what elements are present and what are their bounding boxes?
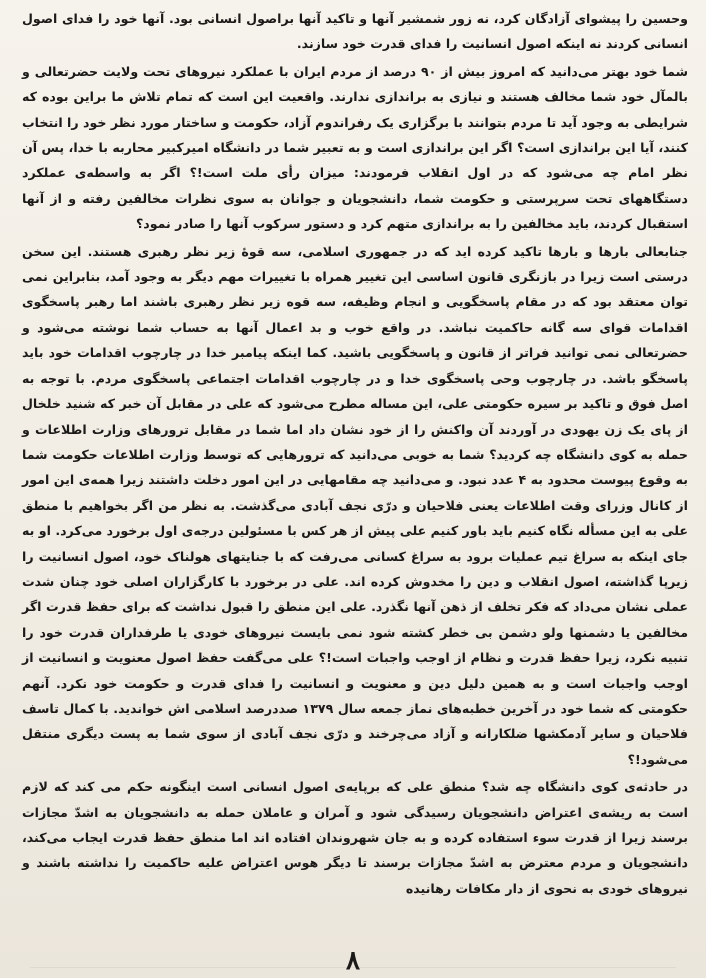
paragraph-4: در حادثه‌ی کوی دانشگاه چه شد؟ منطق علی که برپایه‌ی اصول انسانی است اینگونه حکم می کند که لازم است به ریشه‌ی اعتراض دانشجویان رسیدگی شود و آمران و عاملان حمله به دانشجویان به اشدّ مجازات برسند زیرا از قدرت سوء استفاده کرده و به جان شهروندان افتاده اند اما منطق حفظ قدرت ایجاب می‌کند، دانشجویان و مردم معترض به اشدّ مجازات برسند تا دیگر هوس اعتراض علیه حاکمیت را نداشته باشند و نیروهای خودی به نحوی از دار مکافات رهانیده <box>22 779 688 896</box>
page-number: ٨ <box>346 946 360 976</box>
paragraph-1: وحسین را پیشوای آزادگان کرد، نه زور شمشیر آنها و تاکید آنها براصول انسانی بود. آنها خود را فدای اصول انسانی کردند نه اینکه اصول انسانیت را فدای قدرت خود سازند. <box>22 11 688 52</box>
paragraph-3: جنابعالی بارها و بارها تاکید کرده اید که در جمهوری اسلامی، سه قوهٔ زیر نظر رهبری هستند. این سخن درستی است زیرا در بازنگری قانون اساسی این تغییر همراه با تغییرات مهم دیگر به وجود آمد، بنابراین نمی توان معتقد بود که در مقام پاسخگویی و انجام وظیفه، سه قوه زیر نظر رهبری باشند اما رهبر پاسخگوی اقدامات قوای سه گانه حاکمیت نباشد. در واقع خوب و بد اعمال آنها به حساب شما نوشته می‌شود و حضرتعالی نمی توانید فراتر از قانون و پاسخگویی باشید. کما اینکه پیامبر خدا در چارچوب اقدامات خود باید پاسخگو باشد. در چارچوب وحی پاسخگوی خدا و در چارچوب اقدامات اجتماعی پاسخگوی مردم. با توجه به اصل فوق و تاکید بر سیره حکومتی علی، این مساله مطرح می‌شود که علی در مقابل آن خبر که شنید خلخال از پای یک زن یهودی در آوردند آن واکنش را از خود نشان داد اما شما در مقابل ترورهای وزارت اطلاعات و حمله به کوی دانشگاه چه کردید؟ شما به خوبی می‌دانید که ترورهایی که توسط وزارت اطلاعات حکومت شما به وقوع پیوست محدود به ۴ عدد نبود. و می‌دانید چه مقامهایی در این امور دخلت داشتند زیرا همه‌ی این امور از کانال وزرای وقت اطلاعات یعنی فلاحیان و درّی نجف آبادی می‌گذشت. به نظر من اگر بخواهیم با منطق علی به این مسأله نگاه کنیم باید باور کنیم علی پیش از هر کس با مسئولین درجه‌ی اول برخورد می‌کرد. او به جای اینکه به سراغ تیم عملیات برود به سراغ کسانی می‌رفت که با جنایتهای هولناک خود، اصول انسانیت را زیرپا گذاشته، اصول انقلاب و دین را مخدوش کرده اند. علی در برخورد با کارگزاران اصلی خود چنان شدت عملی نشان می‌داد که فکر تخلف از ذهن آنها نگذرد. علی این منطق را قبول نداشت که برای حفظ قدرت اگر مخالفین یا دشمنها ولو دشمن بی خطر کشته شود نمی بایست نیروهای خودی یا طرفداران قدرت خود را تنبیه نکرد، زیرا حفظ قدرت و نظام از اوجب واجبات است!؟ علی می‌گفت حفظ اصول معنویت و انسانیت از اوجب واجبات است و به همین دلیل دین و معنویت و انسانیت را فدای قدرت و حکومت خود نکرد. آنهم حکومتی که شما خود در آخرین خطبه‌های نماز جمعه سال ۱۳۷۹ صددرصد اسلامی اش خواندید. با کمال تاسف فلاحیان و سایر آدمکشها ضلکارانه و آزاد می‌چرخند و درّی نجف آبادی از سوی شما به پست دیگری منتقل می‌شود!؟ <box>22 243 689 767</box>
paragraph-2: شما خود بهتر می‌دانید که امروز بیش از ۹۰ درصد از مردم ایران با عملکرد نیروهای تحت ولایت حضرتعالی و بالمآل خود شما مخالف هستند و نیازی به براندازی ندارند. واقعیت این است که تمام تلاش ما براین بوده که شرایطی به وجود آید تا مردم بتوانند با برگزاری یک رفراندوم آزاد، حکومت و ساختار مورد نظر خود را انتخاب کنند، آیا این براندازی است؟ اگر این براندازی است و به تعبیر شما در دانشگاه امیرکبیر محاربه با خدا، پس آن نظر امام چه می‌شود که در اول انقلاب فرمودند: میزان رأی ملت است!؟ اگر به واسطه‌ی عملکرد دستگاههای تحت سرپرستی و حکومت شما، دانشجویان و جوانان به سوی نظرات مخالفین رفته و از آنها استقبال کردند، باید مخالفین را به براندازی متهم کرد و دستور سرکوب آنها را صادر نمود؟ <box>22 63 688 232</box>
